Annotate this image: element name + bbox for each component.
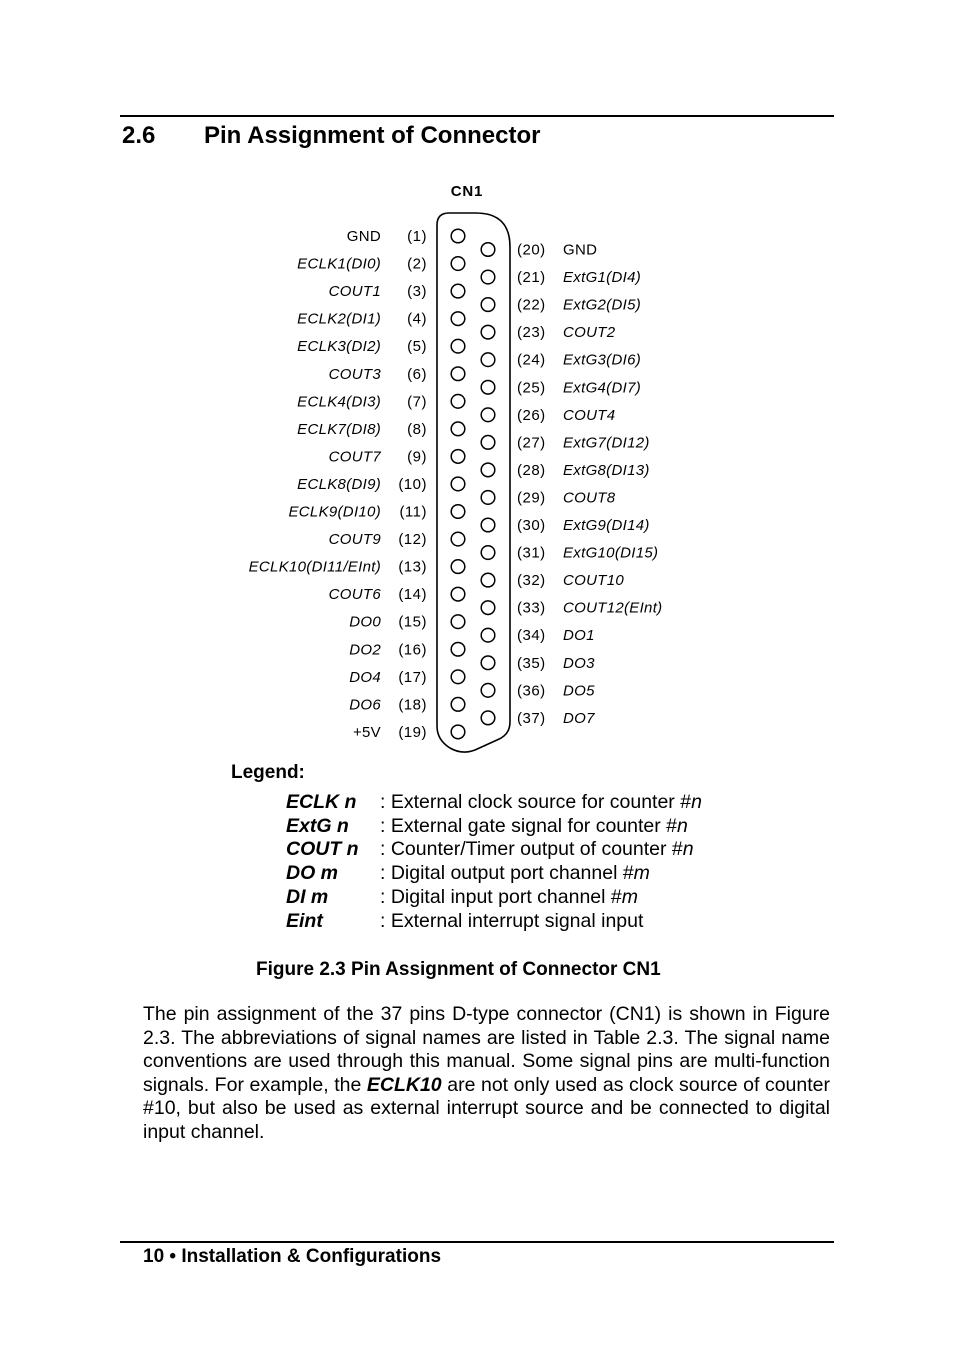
pin-hole (481, 325, 495, 339)
pin-hole (451, 532, 465, 546)
pin-hole (481, 656, 495, 670)
pin-number: (12) (398, 531, 427, 549)
pin-number: (7) (407, 393, 427, 411)
pin-number: (9) (407, 448, 427, 466)
pin-signal-label: ExtG3(DI6) (563, 351, 642, 369)
pin-number: (3) (407, 283, 427, 301)
pin-number: (33) (517, 599, 546, 617)
pin-hole (451, 422, 465, 436)
pin-signal-label: DO2 (349, 641, 381, 659)
legend-description (380, 886, 638, 909)
pin-signal-label: ECLK8(DI9) (297, 475, 381, 493)
pin-hole (451, 477, 465, 491)
footer-rule (120, 1241, 834, 1243)
pin-hole (481, 436, 495, 450)
pin-hole (481, 711, 495, 725)
legend-item (286, 886, 638, 910)
pin-number: (11) (399, 503, 427, 521)
pin-hole (451, 257, 465, 271)
legend-description-text: : Counter/Timer output of counter # (380, 838, 683, 861)
pin-hole (451, 284, 465, 298)
legend-item (286, 910, 643, 934)
pin-hole (451, 367, 465, 381)
section-title: Pin Assignment of Connector (204, 122, 541, 149)
pin-number: (34) (517, 627, 546, 645)
pin-signal-label: COUT2 (563, 324, 616, 342)
pin-number: (24) (517, 351, 546, 369)
pin-signal-label: DO7 (563, 709, 595, 727)
legend-description-text: : External gate signal for counter # (380, 814, 678, 837)
legend-variable: m (621, 885, 638, 908)
legend-description-text: : External clock source for counter # (380, 791, 692, 813)
legend-variable: n (691, 791, 702, 813)
legend-title: Legend: (231, 762, 305, 783)
pin-signal-label: ECLK9(DI10) (288, 503, 381, 521)
pin-signal-label: DO4 (349, 668, 381, 686)
pin-signal-label: COUT9 (328, 531, 381, 549)
pin-signal-label: DO6 (349, 696, 381, 714)
pin-signal-label: ECLK4(DI3) (297, 393, 381, 411)
pin-signal-label: ExtG10(DI15) (563, 544, 659, 562)
pin-signal-label: COUT7 (328, 448, 381, 466)
pin-number: (22) (517, 296, 546, 314)
pin-number: (18) (398, 696, 427, 714)
pin-signal-label: GND (346, 228, 381, 245)
pin-hole (451, 229, 465, 243)
body-text-part2: are not only used as clock source of counter #10, but also be used as external interrupt source and be connected to digital input channel. (143, 1073, 830, 1143)
pin-hole (481, 270, 495, 284)
legend-description-text: : Digital output port channel # (380, 862, 634, 885)
legend-item (286, 862, 650, 886)
pin-signal-label: DO0 (349, 613, 381, 631)
pin-signal-label: ExtG2(DI5) (563, 296, 642, 314)
pin-hole (451, 587, 465, 601)
figure-caption: Figure 2.3 Pin Assignment of Connector CN1 (256, 959, 661, 980)
pin-hole (481, 491, 495, 505)
legend-variable: n (677, 814, 688, 837)
pin-number: (8) (407, 420, 427, 438)
legend-term: Eint (286, 909, 323, 932)
pin-hole (481, 298, 495, 312)
pin-hole (481, 380, 495, 394)
pin-signal-label: ExtG8(DI13) (563, 461, 650, 479)
pin-hole (451, 615, 465, 629)
pin-signal-label: COUT8 (563, 489, 616, 507)
pin-signal-label: DO1 (563, 627, 595, 645)
pin-signal-label: GND (563, 241, 598, 259)
pin-signal-label: DO3 (563, 654, 595, 672)
pin-hole (451, 312, 465, 326)
legend-variable: m (633, 862, 650, 885)
pin-hole (451, 725, 465, 739)
pin-hole (451, 642, 465, 656)
pin-hole (481, 601, 495, 615)
pin-hole (451, 505, 465, 519)
pin-number: (2) (407, 255, 427, 273)
pin-number: (5) (407, 338, 427, 356)
pin-signal-label: ExtG7(DI12) (563, 434, 650, 452)
pin-number: (15) (398, 613, 427, 631)
pin-number: (36) (517, 682, 546, 700)
pin-number: (4) (407, 310, 427, 328)
pin-signal-label: +5V (352, 723, 381, 741)
pin-hole (451, 560, 465, 574)
pin-hole (481, 573, 495, 587)
pin-signal-label: ECLK7(DI8) (297, 420, 381, 438)
pin-number: (30) (517, 517, 546, 534)
legend-description (380, 862, 650, 885)
legend-description (380, 910, 643, 933)
pin-number: (28) (517, 461, 546, 479)
pin-number: (21) (517, 269, 546, 287)
pin-signal-label: COUT12(EInt) (563, 599, 663, 617)
pin-number: (13) (398, 558, 427, 576)
pin-number: (6) (407, 365, 427, 383)
pin-hole (451, 698, 465, 712)
pin-hole (481, 518, 495, 532)
legend-term: DO m (286, 862, 339, 885)
pin-hole (451, 450, 465, 464)
pin-number: (25) (517, 379, 546, 397)
section-number: 2.6 (122, 122, 156, 149)
pin-signal-label: COUT4 (563, 406, 616, 424)
pin-hole (481, 353, 495, 367)
legend-term: ECLK n (286, 791, 357, 813)
pin-signal-label: COUT3 (328, 365, 381, 383)
pin-hole (481, 628, 495, 642)
pin-signal-label: ExtG1(DI4) (563, 269, 642, 287)
pin-number: (19) (398, 723, 427, 741)
pin-hole (451, 339, 465, 353)
legend-item (286, 791, 702, 815)
pin-number: (31) (517, 544, 546, 562)
pin-number: (10) (398, 475, 427, 493)
legend-description (380, 815, 688, 838)
legend-item (286, 838, 694, 862)
pin-number: (1) (407, 228, 427, 245)
pin-hole (481, 463, 495, 477)
legend-description-text: : Digital input port channel # (380, 885, 622, 908)
pin-signal-label: ECLK2(DI1) (297, 310, 381, 328)
body-emphasis: ECLK10 (366, 1073, 442, 1096)
legend-description-text: : External interrupt signal input (380, 909, 644, 932)
legend-term: DI m (286, 885, 329, 908)
body-paragraph (143, 1003, 830, 1145)
body-text-part1: The pin assignment of the 37 pins D-type connector (CN1) is shown in Figure 2.3. The abbreviations of signal names are listed in Table 2.3. The signal name conventions are used through this manual. Some signal pins are multi-function signals. For example, the (143, 1003, 830, 1096)
legend-item (286, 815, 688, 839)
legend-description (380, 838, 694, 861)
pin-number: (20) (517, 241, 546, 259)
pin-number: (26) (517, 406, 546, 424)
pin-hole (451, 670, 465, 684)
legend-variable: n (682, 838, 694, 861)
pin-hole (481, 243, 495, 257)
pin-number: (27) (517, 434, 546, 452)
pin-signal-label: COUT10 (563, 572, 624, 590)
pin-signal-label: ExtG4(DI7) (563, 379, 642, 397)
pin-number: (35) (517, 654, 546, 672)
pin-number: (23) (517, 324, 546, 342)
pin-number: (17) (398, 668, 427, 686)
pin-number: (32) (517, 572, 546, 590)
pin-signal-label: COUT6 (328, 586, 381, 604)
pin-number: (14) (398, 586, 427, 604)
legend-term: COUT n (286, 838, 359, 861)
legend-term: ExtG n (286, 814, 349, 837)
pin-number: (29) (517, 489, 546, 507)
pin-hole (481, 684, 495, 698)
pin-signal-label: ECLK10(DI11/EInt) (248, 558, 381, 576)
pin-signal-label: DO5 (563, 682, 595, 700)
pin-signal-label: COUT1 (328, 283, 381, 301)
pin-hole (451, 395, 465, 409)
pin-signal-label: ECLK1(DI0) (297, 255, 381, 273)
pin-hole (481, 408, 495, 422)
pin-number: (37) (517, 709, 546, 727)
pin-signal-label: ExtG9(DI14) (563, 517, 650, 534)
connector-name: CN1 (450, 183, 484, 200)
pin-signal-label: ECLK3(DI2) (297, 338, 381, 356)
legend-description (380, 791, 702, 814)
connector-shell-outline (437, 213, 510, 752)
page-footer: 10 • Installation & Configurations (143, 1246, 442, 1267)
pin-hole (481, 546, 495, 560)
pin-number: (16) (398, 641, 427, 659)
